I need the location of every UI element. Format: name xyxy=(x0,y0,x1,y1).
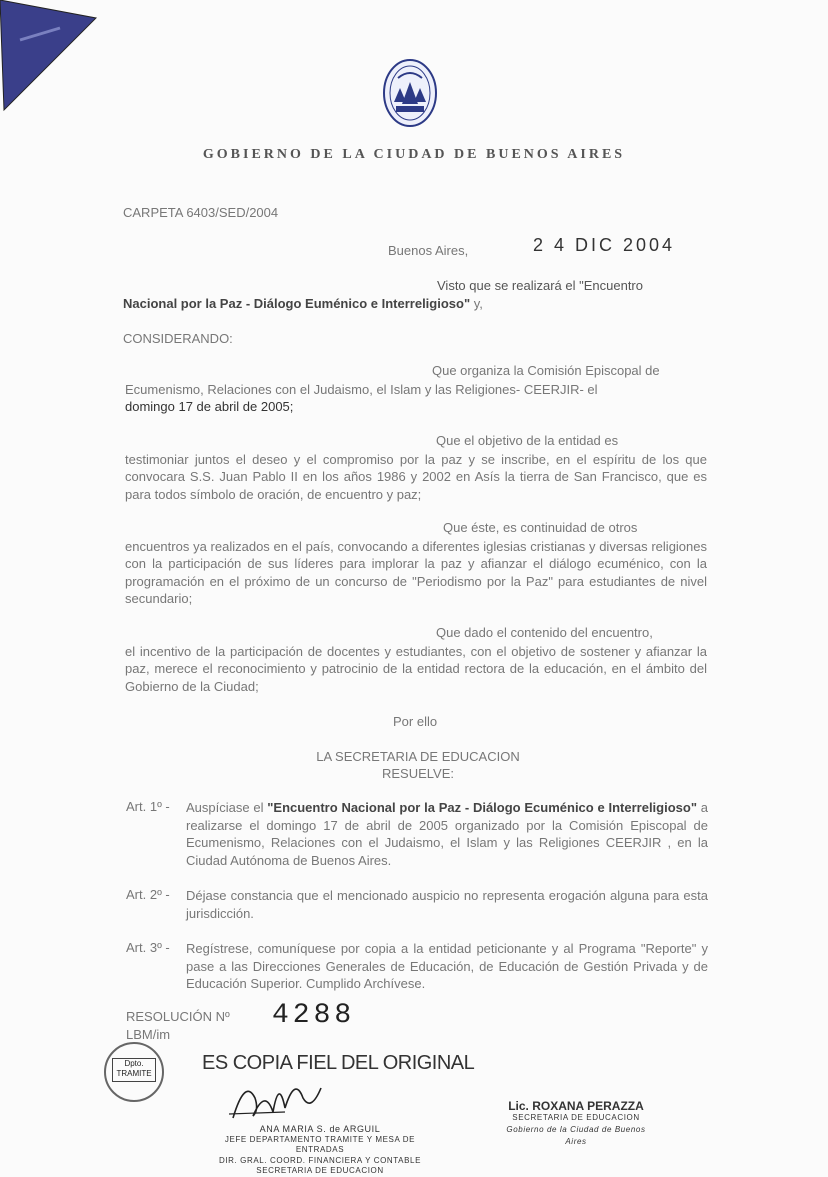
date-stamp: 2 4 DIC 2004 xyxy=(533,235,676,255)
paragraph-1-lead: Que organiza la Comisión Episcopal de xyxy=(432,363,660,378)
place-label: Buenos Aires, xyxy=(388,243,469,258)
article-1-text xyxy=(186,799,708,869)
initials: LBM/im xyxy=(126,1027,171,1042)
article-1-rest: a realizarse el domingo 17 de abril de 2005 organizado por la Comisión Episcopal de Ecumenismo, Relaciones con el Judaismo, el Islam y las Religiones CEERJIR , en la Ciudad Autónoma de Buenos Aires. xyxy=(186,800,708,868)
handwritten-signature xyxy=(225,1068,335,1128)
official-secretariat: SECRETARIA DE EDUCACION xyxy=(256,1166,384,1175)
event-name: Nacional por la Paz - Diálogo Euménico e Interreligioso" xyxy=(123,296,471,311)
resolution-number: 4288 xyxy=(272,1000,356,1031)
article-1-label: Art. 1º - xyxy=(126,799,170,814)
paragraph-4-lead: Que dado el contenido del encuentro, xyxy=(436,625,653,640)
considerando-heading: CONSIDERANDO: xyxy=(123,331,233,346)
visto-end: y, xyxy=(470,296,483,311)
authority-line-1: LA SECRETARIA DE EDUCACION xyxy=(316,749,520,764)
por-ello: Por ello xyxy=(393,714,438,729)
article-1-prefix: Auspíciase el xyxy=(186,800,268,815)
authority-line-2: RESUELVE: xyxy=(381,766,454,781)
paragraph-3-body: encuentros ya realizados en el país, convocando a diferentes iglesias cristianas y diversas religiones con la participación de sus líderes para implorar la paz y afianzar el diálogo ecuménico, con la programación en el próximo de un concurso de "Periodismo por la Paz" para estudiantes de nivel secundario; xyxy=(125,539,707,607)
official-name: ANA MARIA S. de ARGUIL xyxy=(259,1124,381,1134)
signer-block xyxy=(496,1100,656,1148)
official-position: JEFE DEPARTAMENTO TRAMITE Y MESA DE ENTRADAS xyxy=(224,1134,416,1154)
paragraph-1-date: domingo 17 de abril de 2005; xyxy=(125,399,294,415)
folded-corner-mark xyxy=(0,0,100,112)
folder-number: CARPETA 6403/SED/2004 xyxy=(123,205,279,220)
paragraph-2-body: testimoniar juntos el deseo y el compromiso por la paz y se inscribe, en el espíritu de los que convocara S.S. Juan Pablo II en los años 1986 y 2002 en Asís la tierra de San Francisco, que es para todos símbolo de oración, de encuentro y paz; xyxy=(125,452,707,502)
visto-continuation xyxy=(123,296,483,311)
paragraph-1-body xyxy=(125,381,707,416)
signer-title: SECRETARIA DE EDUCACION xyxy=(512,1113,640,1122)
article-1-event: "Encuentro Nacional por la Paz - Diálogo Ecuménico e Interreligioso" xyxy=(267,800,697,815)
paragraph-1-line: Ecumenismo, Relaciones con el Judaismo, el Islam y las Religiones- CEERJIR- el xyxy=(125,382,598,397)
resolution-label: RESOLUCIÓN Nº xyxy=(126,1009,230,1024)
paragraph-2-lead: Que el objetivo de la entidad es xyxy=(436,433,619,448)
resolving-authority xyxy=(230,748,606,782)
paragraph-4-body: el incentivo de la participación de docentes y estudiantes, con el objetivo de sostener y afianzar la paz, merece el reconocimiento y patrocinio de la entidad rectora de la educación, en el ámbito del Gobierno de la Ciudad; xyxy=(125,644,707,694)
city-seal-emblem xyxy=(382,58,438,128)
stamp-line-2: TRAMITE xyxy=(116,1069,152,1078)
article-3-label: Art. 3º - xyxy=(126,940,170,955)
signer-department: Gobierno de la Ciudad de Buenos Aires xyxy=(506,1125,646,1146)
article-2-label: Art. 2º - xyxy=(126,887,170,902)
article-2-text: Déjase constancia que el mencionado auspicio no representa erogación alguna para esta jurisdicción. xyxy=(186,888,708,921)
article-3-text: Regístrese, comuníquese por copia a la entidad peticionante y al Programa "Reporte" y pase a las Direcciones Generales de Educación, de Educación de Gestión Privada y de Educación Superior. Cumplido Archívese. xyxy=(186,941,708,992)
signer-name: Lic. ROXANA PERAZZA xyxy=(508,1099,644,1113)
stamp-line-1: Dpto. xyxy=(124,1059,144,1068)
true-copy-stamp: ES COPIA FIEL DEL ORIGINAL xyxy=(202,1052,475,1074)
visto-lead: Visto que se realizará el "Encuentro xyxy=(437,278,643,293)
paragraph-3-lead: Que éste, es continuidad de otros xyxy=(443,520,638,535)
department-stamp xyxy=(112,1058,156,1082)
government-header: GOBIERNO DE LA CIUDAD DE BUENOS AIRES xyxy=(202,147,626,162)
official-direction: DIR. GRAL. COORD. FINANCIERA Y CONTABLE xyxy=(218,1155,422,1165)
